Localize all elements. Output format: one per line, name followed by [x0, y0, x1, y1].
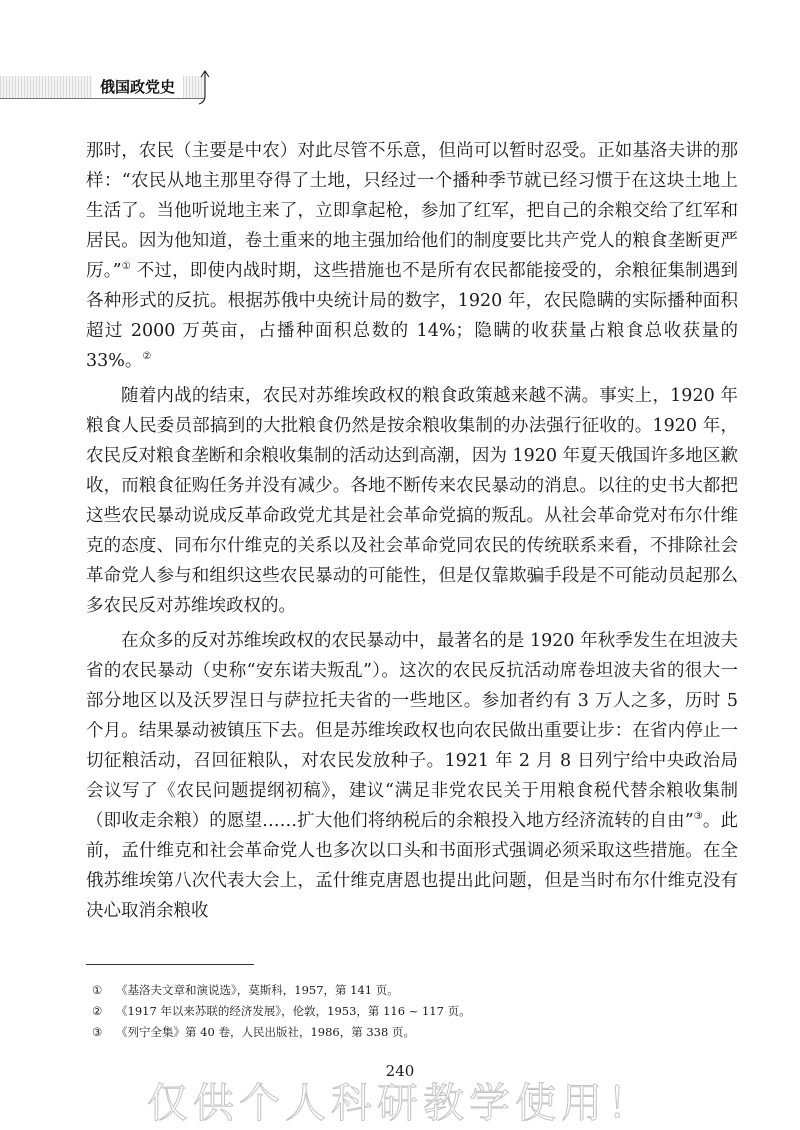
paragraph-text: 不过，即使内战时期，这些措施也不是所有农民都能接受的，余粮征集制遇到各种形式的反抗。根据苏俄中央统计局的数字，1920 年，农民隐瞒的实际播种面积超过 2000 万英亩，占播种面积总数的 14%；隐瞒的收获量占粮食总收获量的 33%。: [86, 261, 739, 371]
footnotes: [92, 980, 742, 1043]
paragraph: [86, 626, 738, 926]
footnote: [92, 1022, 742, 1043]
footnote-mark: ①: [92, 983, 103, 997]
paragraph-text: 那时，农民（主要是中农）对此尽管不乐意，但尚可以暂时忍受。正如基洛夫讲的那样：“农民从地主那里夺得了土地，只经过一个播种季节就已经习惯于在这块土地上生活了。当他听说地主来了，立即拿起枪，参加了红军，把自己的余粮交给了红军和居民。因为他知道，卷土重来的地主强加给他们的制度要比共产党人的粮食垄断更严厉。”: [86, 141, 738, 281]
footnote-reference: ②: [142, 351, 152, 363]
footnote-mark: ②: [92, 1004, 103, 1018]
header-title: 俄国政党史: [92, 76, 183, 98]
footnote-reference: ③: [693, 811, 703, 823]
footnote-text: 《基洛夫文章和演说选》，莫斯科，1957，第 141 页。: [116, 983, 399, 997]
footnote-text: 《1917 年以来苏联的经济发展》，伦敦，1953，第 116 ~ 117 页。: [116, 1004, 471, 1018]
watermark: 仅供个人科研教学使用！: [147, 1079, 653, 1127]
running-header: [0, 64, 800, 112]
paragraph: [86, 136, 738, 376]
page-number: 240: [385, 1062, 415, 1080]
body-text: [86, 136, 738, 931]
paragraph-text: 。此前，孟什维克和社会革命党人也多次以口头和书面形式强调必须采取这些措施。在全俄苏维埃第八次代表大会上，孟什维克唐恩也提出此问题，但是当时布尔什维克没有决心取消余粮收: [86, 811, 739, 921]
footnote-divider: [86, 964, 254, 965]
footnote-mark: ③: [92, 1025, 103, 1039]
footnote: [92, 980, 742, 1001]
paragraph-text: 随着内战的结束，农民对苏维埃政权的粮食政策越来越不满。事实上，1920 年粮食人民委员部搞到的大批粮食仍然是按余粮收集制的办法强行征收的。1920 年，农民反对粮食垄断和余粮收集制的活动达到高潮，因为 1920 年夏天俄国许多地区歉收，而粮食征购任务并没有减少。各地不断传来农民暴动的消息。以往的史书大都把这些农民暴动说成反革命政党尤其是社会革命党搞的叛乱。从社会革命党对布尔什维克的态度、同布尔什维克的关系以及社会革命党同农民的传统联系来看，不排除社会革命党人参与和组织这些农民暴动的可能性，但是仅靠欺骗手段是不可能动员起那么多农民反对苏维埃政权的。: [86, 386, 738, 616]
paragraph-text: 在众多的反对苏维埃政权的农民暴动中，最著名的是 1920 年秋季发生在坦波夫省的农民暴动（史称“安东诺夫叛乱”）。这次的农民反抗活动席卷坦波夫省的很大一部分地区以及沃罗涅日与萨拉托夫省的一些地区。参加者约有 3 万人之多，历时 5 个月。结果暴动被镇压下去。但是苏维埃政权也向农民做出重要让步：在省内停止一切征粮活动，召回征粮队，对农民发放种子。1921 年 2 月 8 日列宁给中央政治局会议写了《农民问题提纲初稿》，建议“满足非党农民关于用粮食税代替余粮收集制（即收走余粮）的愿望……扩大他们将纳税后的余粮投入地方经济流转的自由”: [86, 631, 738, 831]
footnote-text: 《列宁全集》第 40 卷，人民出版社，1986，第 338 页。: [116, 1025, 415, 1039]
footnote: [92, 1001, 742, 1022]
footnote-reference: ①: [121, 261, 131, 273]
paragraph: [86, 381, 738, 621]
header-arrow-icon: [198, 70, 212, 110]
